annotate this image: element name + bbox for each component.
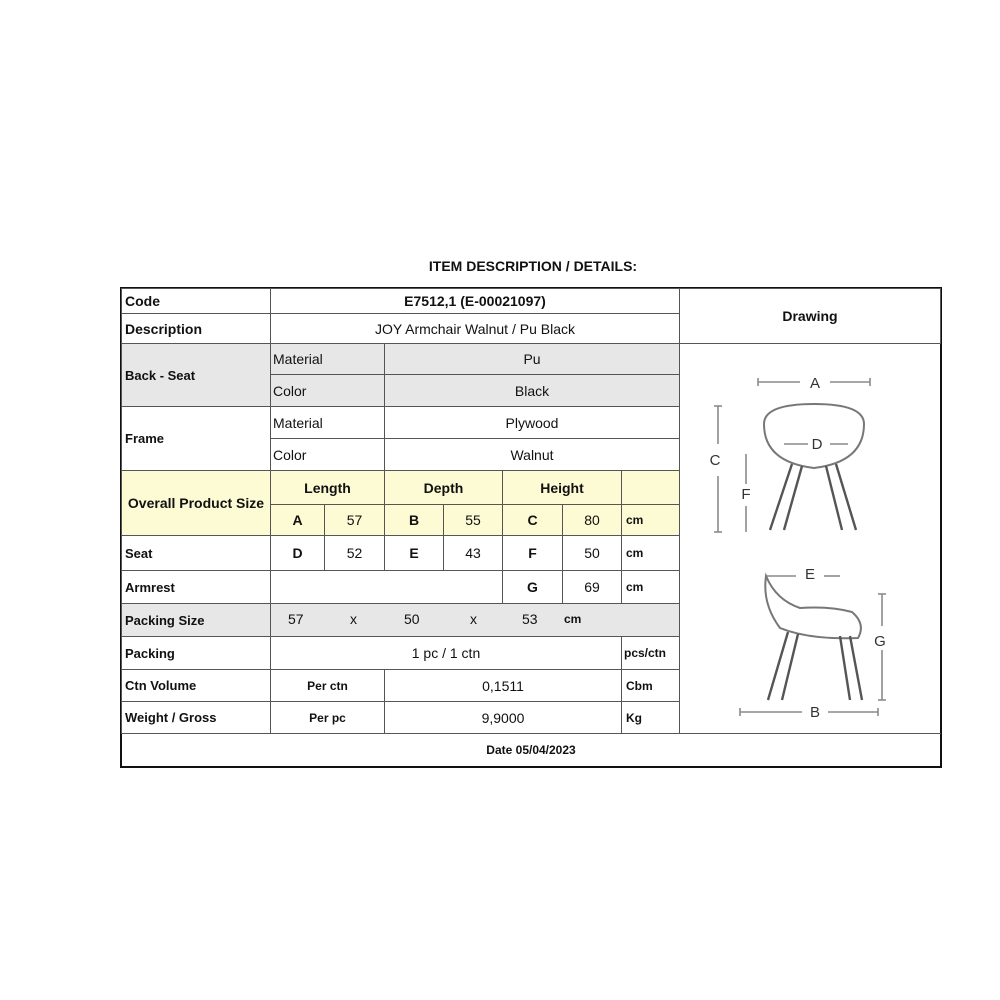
overall-size-label: Overall Product Size bbox=[121, 470, 271, 536]
armrest-label: Armrest bbox=[121, 570, 271, 604]
drawing-letter-a: A bbox=[809, 375, 820, 392]
dim-f-letter: F bbox=[502, 535, 563, 571]
packing-x-1: x bbox=[350, 611, 357, 627]
dim-d-letter: D bbox=[270, 535, 325, 571]
frame-label: Frame bbox=[121, 406, 271, 471]
frame-color-value: Walnut bbox=[384, 438, 680, 471]
ctn-volume-unit: Cbm bbox=[621, 669, 680, 702]
height-header: Height bbox=[502, 470, 622, 505]
ctn-volume-per: Per ctn bbox=[270, 669, 385, 702]
ctn-volume-label: Ctn Volume bbox=[121, 669, 271, 702]
dim-f-value: 50 bbox=[562, 535, 622, 571]
dim-b-letter: B bbox=[384, 504, 444, 536]
back-seat-material-label: Material bbox=[270, 343, 385, 375]
chair-drawing bbox=[680, 344, 940, 732]
code-value: E7512,1 (E-00021097) bbox=[270, 288, 680, 314]
frame-color-label: Color bbox=[270, 438, 385, 471]
armrest-blank bbox=[270, 570, 503, 604]
dim-a-letter: A bbox=[270, 504, 325, 536]
back-seat-color-label: Color bbox=[270, 374, 385, 407]
drawing-letter-b: B bbox=[809, 704, 820, 721]
armrest-unit: cm bbox=[621, 570, 680, 604]
side-shell bbox=[765, 576, 861, 638]
frame-material-label: Material bbox=[270, 406, 385, 439]
page-title: ITEM DESCRIPTION / DETAILS: bbox=[428, 258, 638, 274]
weight-value: 9,9000 bbox=[384, 701, 622, 734]
frame-material-value: Plywood bbox=[384, 406, 680, 439]
packing-size-label: Packing Size bbox=[121, 603, 271, 637]
dim-g-value: 69 bbox=[562, 570, 622, 604]
back-seat-material-value: Pu bbox=[384, 343, 680, 375]
dim-a-value: 57 bbox=[324, 504, 385, 536]
depth-header: Depth bbox=[384, 470, 503, 505]
overall-unit: cm bbox=[621, 504, 680, 536]
description-label: Description bbox=[121, 313, 271, 344]
packing-height: 53 bbox=[522, 611, 538, 627]
dim-e-value: 43 bbox=[443, 535, 503, 571]
drawing-letter-f: F bbox=[741, 486, 751, 503]
unit-header-blank bbox=[621, 470, 680, 505]
dim-e-letter: E bbox=[384, 535, 444, 571]
weight-unit: Kg bbox=[621, 701, 680, 734]
packing-width: 50 bbox=[404, 611, 420, 627]
drawing-area bbox=[680, 344, 940, 732]
drawing-header: Drawing bbox=[679, 288, 941, 344]
packing-label: Packing bbox=[121, 636, 271, 670]
drawing-letter-g: G bbox=[874, 633, 886, 650]
packing-value: 1 pc / 1 ctn bbox=[270, 636, 622, 670]
dim-d-value: 52 bbox=[324, 535, 385, 571]
seat-unit: cm bbox=[621, 535, 680, 571]
date-footer: Date 05/04/2023 bbox=[486, 743, 576, 757]
ctn-volume-value: 0,1511 bbox=[384, 669, 622, 702]
drawing-letter-e: E bbox=[804, 566, 815, 583]
packing-unit: pcs/ctn bbox=[621, 636, 680, 670]
back-seat-color-value: Black bbox=[384, 374, 680, 407]
packing-size-unit: cm bbox=[564, 612, 582, 626]
packing-size-values bbox=[270, 603, 680, 637]
dim-c-value: 80 bbox=[562, 504, 622, 536]
back-seat-label: Back - Seat bbox=[121, 343, 271, 407]
description-value: JOY Armchair Walnut / Pu Black bbox=[270, 313, 680, 344]
packing-x-2: x bbox=[470, 611, 477, 627]
date-divider bbox=[121, 733, 941, 734]
seat-label: Seat bbox=[121, 535, 271, 571]
weight-per: Per pc bbox=[270, 701, 385, 734]
drawing-letter-c: C bbox=[709, 452, 721, 469]
drawing-letter-d: D bbox=[811, 436, 823, 453]
packing-length: 57 bbox=[288, 611, 304, 627]
dim-c-letter: C bbox=[502, 504, 563, 536]
length-header: Length bbox=[270, 470, 385, 505]
code-label: Code bbox=[121, 288, 271, 314]
dim-b-value: 55 bbox=[443, 504, 503, 536]
weight-label: Weight / Gross bbox=[121, 701, 271, 734]
dim-g-letter: G bbox=[502, 570, 563, 604]
